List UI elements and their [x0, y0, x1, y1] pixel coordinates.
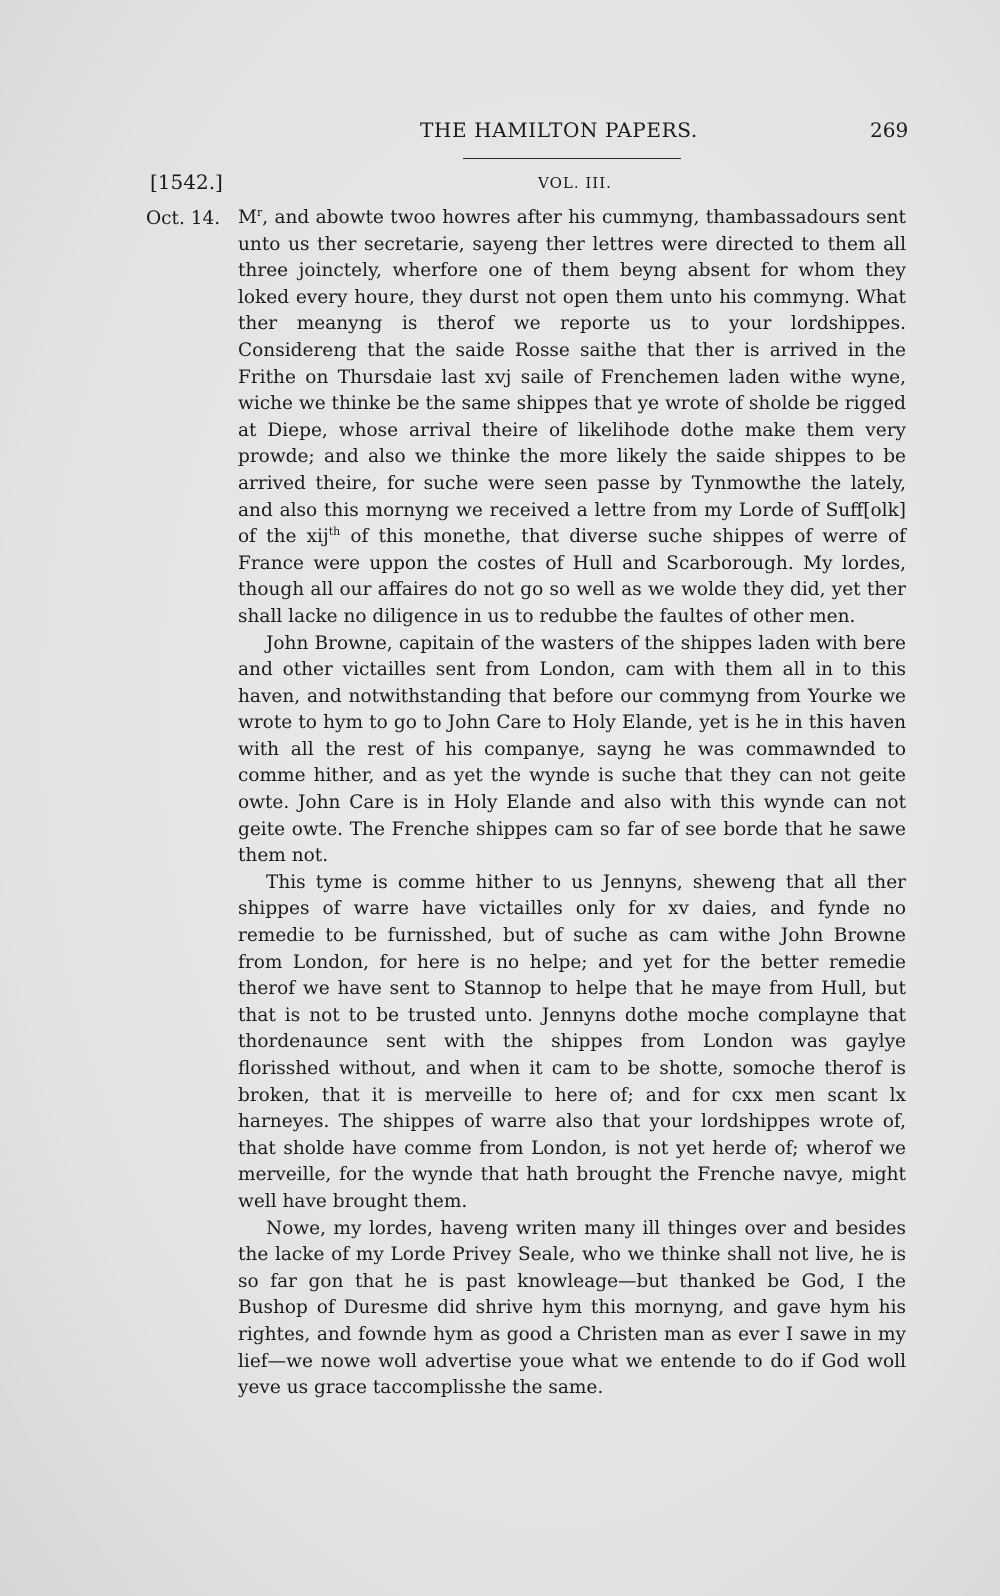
paragraph-4: Nowe, my lordes, haveng writen many ill thinges over and besides the lacke of my Lorde Privey Seale, who we thinke shall not live, he is so far gon that he is past knowleage—but thanked be God, I the Bushop of Duresme did shrive hym this mornyng, and gave hym his rightes, and fownde hym as good a Christen man as ever I sawe in my lief—we nowe woll advertise youe what we entende to do if God woll yeve us grace taccomplisshe the same. [238, 1217, 906, 1399]
paragraph-3: This tyme is comme hither to us Jennyns, sheweng that all ther shippes of warre have victailles only for xv daies, and fynde no remedie to be furnisshed, but of suche as cam withe John Browne from London, for here is no helpe; and yet for the better remedie therof we have sent to Stannop to helpe that he maye from Hull, but that is not to be trusted unto. Jennyns dothe moche complayne that thordenaunce sent with the shippes from London was gaylye florisshed without, and when it cam to be shotte, somoche therof is broken, that it is merveille to here of; and for cxx men scant lx harneyes. The shippes of warre also that your lordshippes wrote of, that sholde have comme from London, is not yet herde of; wherof we merveille, for the wynde that hath brought the Frenche navye, might well have brought them. [238, 871, 906, 1212]
paragraph-1-text: , and abowte twoo howres after his cummyng, thambassadours sent unto us ther secretarie, sayeng ther lettres were directed to them all three joinctely, wherfore one of them beyng absent for whom they loked every houre, they durst not open them unto his commyng. What ther meanyng is therof we reporte us to your lordshippes. Considereng that the saide Rosse saithe that ther is arrived in the Frithe on Thursdaie last xvj saile of Frenchemen laden withe wyne, wiche we thinke be the same shippes that ye wrote of sholde be rigged at Diepe, whose arrival theire of likelihode dothe make them very prowde; and also we thinke the more likely the saide shippes to be arrived theire, for suche were seen passe by Tynmowthe the lately, and also this mornyng we received a lettre from my Lorde of Suff[olk] of the xij [238, 207, 906, 548]
book-title: THE HAMILTON PAPERS. [420, 118, 698, 142]
year-label: [1542.] [150, 170, 223, 194]
salutation-superscript: r [256, 205, 263, 219]
paragraph-1-text-continued: of this monethe, that diverse suche shippes of werre of France were uppon the costes of Hull and Scarborough. My lordes, though all our affaires do not go so well as we wolde they did, yet ther shall lacke no diligence in us to redubbe the faultes of other men. [238, 526, 906, 627]
date-superscript: th [328, 524, 341, 538]
salutation: M [238, 207, 257, 228]
page-number: 269 [870, 118, 909, 142]
paragraph-2: John Browne, capitain of the wasters of the shippes laden with bere and other victailles sent from London, cam with them all in to this haven, and notwithstanding that before our commyng from Yourke we wrote to hym to go to John Care to Holy Elande, yet is he in this haven with all the rest of his companye, sayng he was commawnded to comme hither, and as yet the wynde is suche that they can not geite owte. John Care is in Holy Elande and also with this wynde can not geite owte. The Frenche shippes cam so far of see borde that he sawe them not. [238, 632, 906, 867]
paragraph-1 [238, 205, 906, 631]
running-head [0, 118, 1000, 148]
letter-body [238, 205, 906, 1402]
header-rule [463, 158, 681, 159]
margin-date: Oct. 14. [146, 208, 221, 229]
volume-label: VOL. III. [538, 174, 612, 192]
